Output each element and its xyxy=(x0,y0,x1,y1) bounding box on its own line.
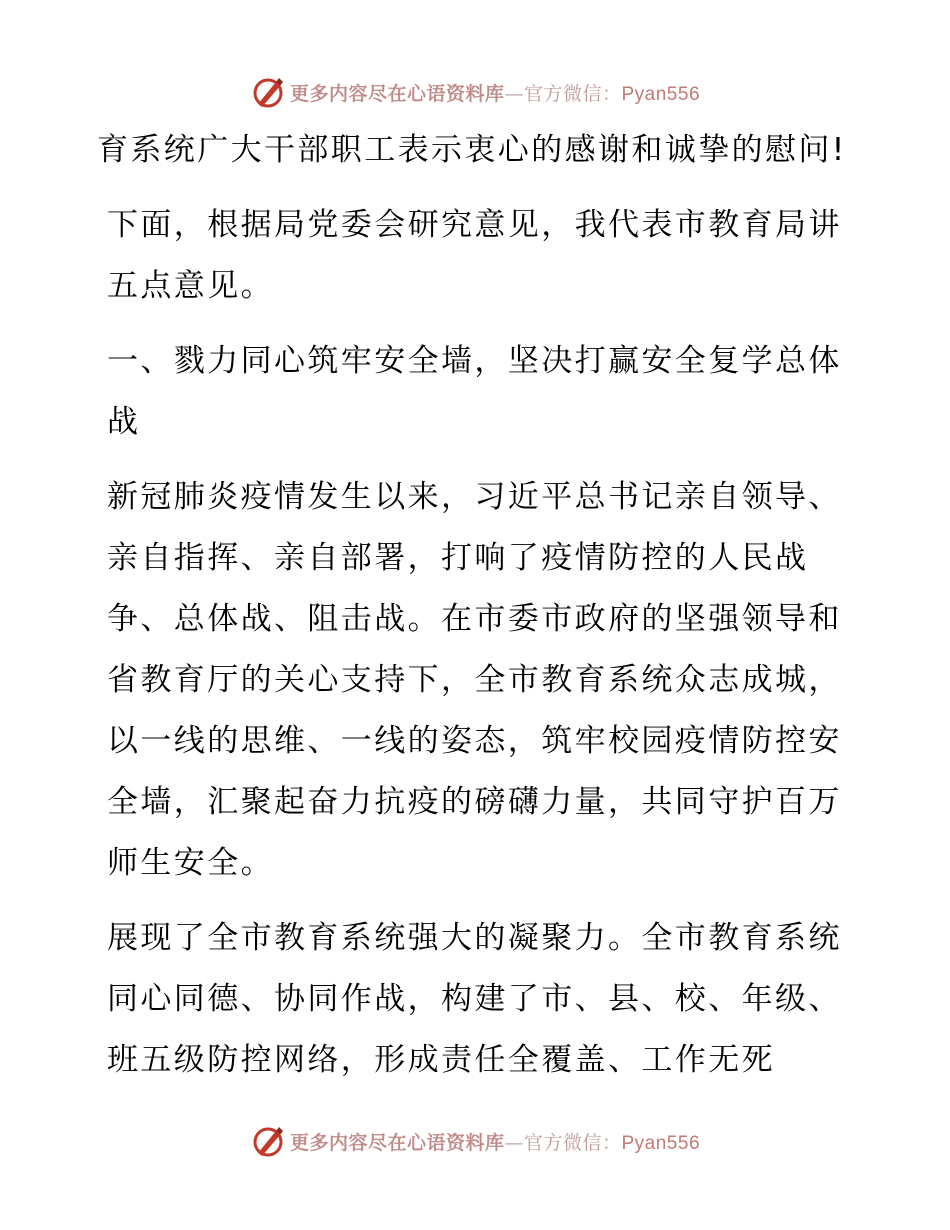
paragraph-continuation: 育系统广大干部职工表示衷心的感谢和诚挚的慰问! xyxy=(97,132,847,168)
watermark-separator: — xyxy=(504,1131,524,1154)
document-body xyxy=(97,120,857,1105)
pen-logo-icon xyxy=(250,1123,286,1159)
watermark-main-text: 更多内容尽在心语资料库 xyxy=(289,1131,505,1154)
pen-logo-icon xyxy=(250,74,286,110)
watermark-main-text: 更多内容尽在心语资料库 xyxy=(289,82,505,105)
paragraph-cohesion: 展现了全市教育系统强大的凝聚力。全市教育系统同心同德、协同作战，构建了市、县、校、年级、班五级防控网络，形成责任全覆盖、工作无死 xyxy=(107,920,842,1078)
watermark-wechat-label: 官方微信： xyxy=(523,1131,622,1154)
watermark-wechat-id: Pyan556 xyxy=(621,1132,701,1154)
watermark-separator: — xyxy=(504,82,524,105)
header-watermark xyxy=(0,72,950,112)
paragraph-intro: 下面，根据局党委会研究意见，我代表市教育局讲五点意见。 xyxy=(107,207,842,304)
watermark-wechat-id: Pyan556 xyxy=(621,83,701,105)
footer-watermark xyxy=(0,1121,950,1161)
paragraph-epidemic: 新冠肺炎疫情发生以来，习近平总书记亲自领导、亲自指挥、亲自部署，打响了疫情防控的人民战争、总体战、阻击战。在市委市政府的坚强领导和省教育厅的关心支持下，全市教育系统众志成城，以一线的思维、一线的姿态，筑牢校园疫情防控安全墙，汇聚起奋力抗疫的磅礴力量，共同守护百万师生安全。 xyxy=(107,479,842,881)
watermark-wechat-label: 官方微信： xyxy=(523,82,622,105)
section-heading-one: 一、戮力同心筑牢安全墙，坚决打赢安全复学总体战 xyxy=(107,343,842,440)
